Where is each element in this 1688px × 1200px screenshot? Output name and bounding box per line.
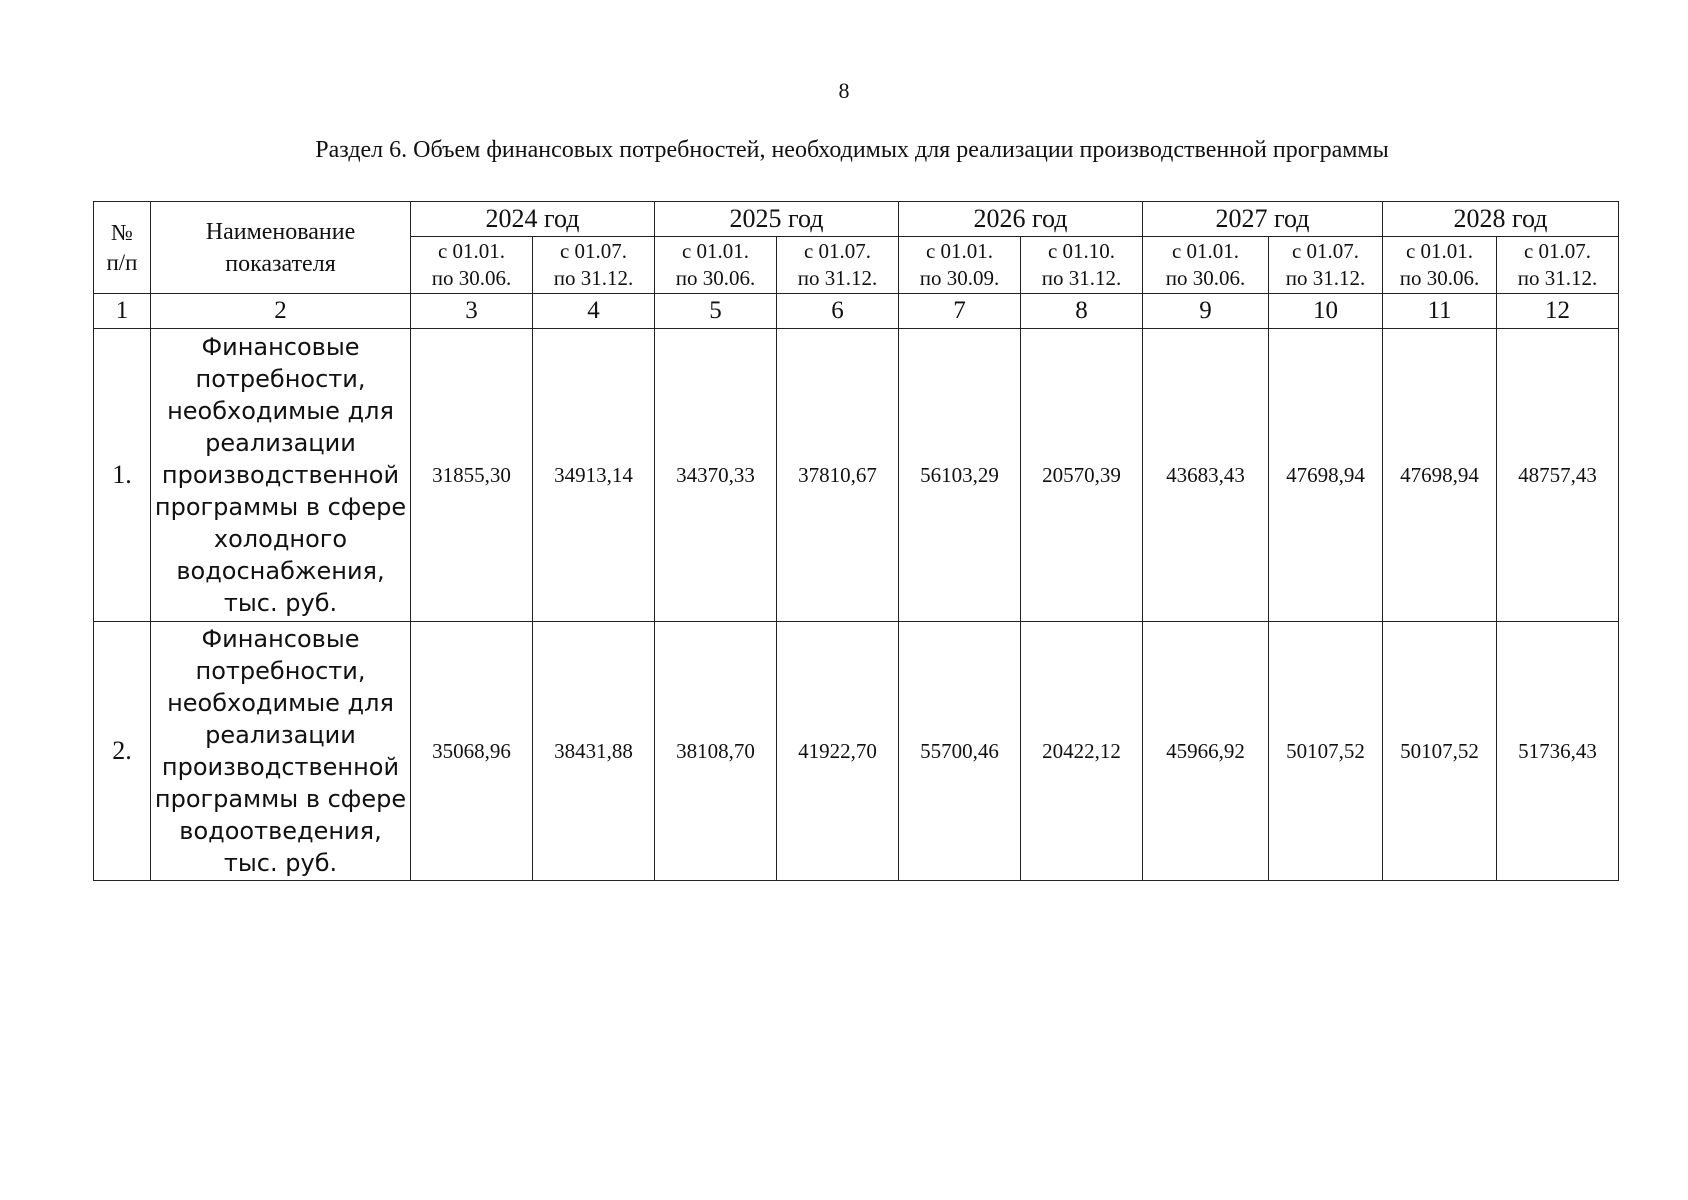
column-number-cell: 12 bbox=[1497, 294, 1619, 329]
header-year-2027: 2027 год bbox=[1143, 202, 1383, 237]
column-number-cell: 8 bbox=[1021, 294, 1143, 329]
value-cell: 50107,52 bbox=[1383, 622, 1497, 881]
column-number-cell: 2 bbox=[151, 294, 411, 329]
header-period-cell: с 01.01. по 30.09. bbox=[899, 237, 1021, 294]
row-number: 2. bbox=[94, 622, 151, 881]
header-period-cell: с 01.01. по 30.06. bbox=[1383, 237, 1497, 294]
value-cell: 20422,12 bbox=[1021, 622, 1143, 881]
value-cell: 34370,33 bbox=[655, 329, 777, 622]
column-number-cell: 4 bbox=[533, 294, 655, 329]
header-year-2024: 2024 год bbox=[411, 202, 655, 237]
value-cell: 50107,52 bbox=[1269, 622, 1383, 881]
value-cell: 20570,39 bbox=[1021, 329, 1143, 622]
header-period-cell: с 01.07. по 31.12. bbox=[777, 237, 899, 294]
row-number: 1. bbox=[94, 329, 151, 622]
header-year-2026: 2026 год bbox=[899, 202, 1143, 237]
header-period-cell: с 01.07. по 31.12. bbox=[533, 237, 655, 294]
header-column-number-row bbox=[94, 294, 1619, 329]
value-cell: 38108,70 bbox=[655, 622, 777, 881]
value-cell: 37810,67 bbox=[777, 329, 899, 622]
value-cell: 55700,46 bbox=[899, 622, 1021, 881]
financial-needs-table bbox=[93, 201, 1619, 881]
header-period-cell: с 01.07. по 31.12. bbox=[1497, 237, 1619, 294]
value-cell: 47698,94 bbox=[1383, 329, 1497, 622]
value-cell: 34913,14 bbox=[533, 329, 655, 622]
header-name-cell bbox=[151, 202, 411, 294]
section-title: Раздел 6. Объем финансовых потребностей, необходимых для реализации производственной программы bbox=[315, 137, 1389, 163]
column-number-cell: 9 bbox=[1143, 294, 1269, 329]
column-number-cell: 7 bbox=[899, 294, 1021, 329]
table-row bbox=[94, 622, 1619, 881]
value-cell: 31855,30 bbox=[411, 329, 533, 622]
table-row bbox=[94, 329, 1619, 622]
value-cell: 43683,43 bbox=[1143, 329, 1269, 622]
header-index-cell bbox=[94, 202, 151, 294]
indicator-name: Финансовые потребности, необходимые для реализации производственной программы в сфере холодного водоснабжения, тыс. руб. bbox=[151, 329, 411, 622]
column-number-cell: 1 bbox=[94, 294, 151, 329]
value-cell: 47698,94 bbox=[1269, 329, 1383, 622]
header-period-cell: с 01.01. по 30.06. bbox=[1143, 237, 1269, 294]
header-period-cell: с 01.10. по 31.12. bbox=[1021, 237, 1143, 294]
value-cell: 45966,92 bbox=[1143, 622, 1269, 881]
header-period-cell: с 01.01. по 30.06. bbox=[411, 237, 533, 294]
header-year-row bbox=[94, 202, 1619, 237]
header-year-2025: 2025 год bbox=[655, 202, 899, 237]
header-index-label: № п/п bbox=[106, 219, 138, 275]
value-cell: 48757,43 bbox=[1497, 329, 1619, 622]
column-number-cell: 3 bbox=[411, 294, 533, 329]
column-number-cell: 11 bbox=[1383, 294, 1497, 329]
page-number: 8 bbox=[838, 78, 850, 103]
header-period-cell: с 01.07. по 31.12. bbox=[1269, 237, 1383, 294]
column-number-cell: 6 bbox=[777, 294, 899, 329]
column-number-cell: 10 bbox=[1269, 294, 1383, 329]
value-cell: 41922,70 bbox=[777, 622, 899, 881]
header-year-2028: 2028 год bbox=[1383, 202, 1619, 237]
value-cell: 51736,43 bbox=[1497, 622, 1619, 881]
value-cell: 38431,88 bbox=[533, 622, 655, 881]
indicator-name: Финансовые потребности, необходимые для реализации производственной программы в сфере водоотведения, тыс. руб. bbox=[151, 622, 411, 881]
header-name-label: Наименование показателя bbox=[205, 218, 356, 277]
value-cell: 56103,29 bbox=[899, 329, 1021, 622]
header-period-cell: с 01.01. по 30.06. bbox=[655, 237, 777, 294]
value-cell: 35068,96 bbox=[411, 622, 533, 881]
column-number-cell: 5 bbox=[655, 294, 777, 329]
